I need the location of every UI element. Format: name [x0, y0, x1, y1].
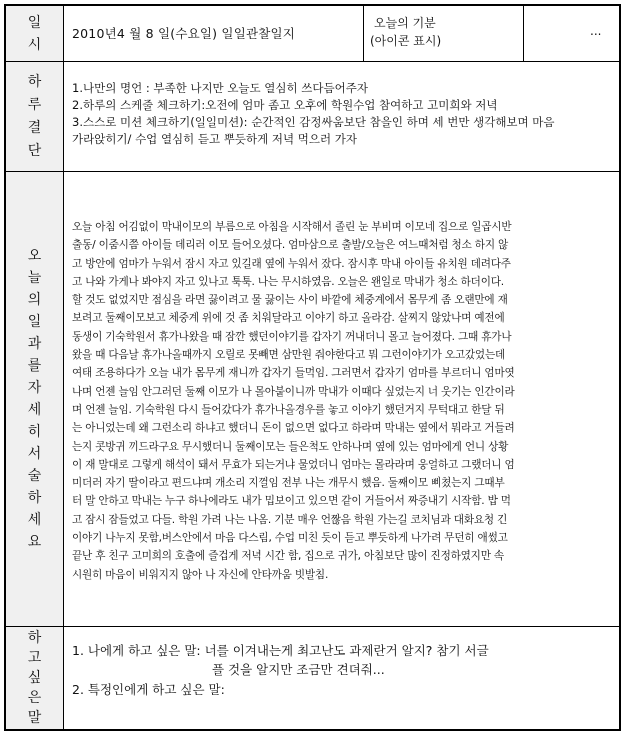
summary-row — [6, 62, 619, 172]
date-cell — [64, 6, 364, 61]
detail-line: 보려고 둘째이모보고 체중계 위에 것 좀 치워달라고 이야기 하고 올라감. 살찌지 않았나며 예전에 — [72, 312, 505, 325]
detail-line: 여태 조용하다가 오늘 내가 몸무게 재니까 갑자기 들먹임. 그러면서 갑자기 엄마를 부르더니 엄마엿 — [72, 367, 515, 380]
mood-label-line1: 오늘의 기분 — [374, 16, 436, 30]
detail-line: 동생이 기숙학원서 휴가나왔을 때 잠깐 했던이야기를 갑자기 꺼내더니 몰고 늘어졌다. 그때 휴가나 — [72, 330, 512, 343]
summary-label-cell — [6, 62, 64, 171]
detail-line: 는지 콧방귀 끼드라구요 무시했더니 둘째이모는 들은척도 안하나며 옆에 있는 엄마에게 언니 상황 — [72, 440, 509, 453]
summary-content — [64, 62, 619, 171]
mood-value-cell — [524, 6, 619, 61]
detail-line: 할 것도 없었지만 점심을 라면 끓이려고 물 끓이는 사이 바깥에 체중계에서 몸무게 좀 오랜만에 재 — [72, 294, 508, 307]
detail-line: 출동/ 이줌시쯤 아이들 데리러 이모 들어오셨다. 엄마삼으로 출발/오늘은 여느때처럼 청소 하지 않 — [72, 239, 509, 252]
detail-line: 오늘 아침 어김없이 막내이모의 부름으로 아침을 시작해서 졸린 눈 부비며 이모네 집으로 일곱시반 — [72, 221, 512, 233]
details-label: 오 늘 의 일 과 를 자 세 히 서 술 하 세 요 — [27, 248, 42, 550]
detail-line: 터 말 안하고 막내는 누구 하나에라도 내가 밉보이고 있으면 같이 거들어서 짜증내기 시작함. 밥 먹 — [72, 495, 511, 508]
details-row — [6, 172, 619, 627]
summary-line: 가라앉히기/ 수업 열심히 듣고 뿌듯하게 저녁 먹으러 가자 — [72, 132, 357, 146]
observation-journal-form — [4, 4, 621, 731]
header-row — [6, 6, 619, 62]
details-label-cell — [6, 172, 64, 626]
wish-line-2: 2. 특정인에게 하고 싶은 말: — [72, 682, 225, 697]
detail-line: 고 방안에 엄마가 누워서 잠시 자고 있길래 옆에 누워서 잤다. 잠시후 막내 아이들 유치원 데려다주 — [72, 257, 511, 270]
detail-line: 며 언젠 늘임. 기숙학원 다시 들어갔다가 휴가나올경우를 놓고 이야기 했던거지 무턱대고 한달 뒤 — [72, 403, 505, 416]
mood-value: ... — [590, 24, 602, 38]
wish-line-1: 1. 나에게 하고 싶은 말: 너를 이겨내는게 최고난도 과제란거 알지? 참기 서글 — [72, 643, 489, 658]
details-content — [64, 172, 619, 626]
detail-line: 끝난 후 친구 고미희의 호출에 즐겁게 저녁 시간 함, 집으로 귀가, 아침보단 많이 진정하였지만 속 — [72, 550, 504, 563]
header-label-cell — [6, 6, 64, 61]
detail-line: 미더러 자기 딸이라고 편드냐며 개소리 지껄임 전부 나는 개무시 했음. 둘째이모 삐쳤는지 그때부 — [72, 477, 505, 490]
mood-label-cell — [364, 6, 524, 61]
header-label: 일 시 — [27, 14, 42, 53]
wish-line-1-cont: 플 것을 알지만 조금만 견뎌줘... — [212, 662, 385, 677]
date-text: 2010년4 월 8 일(수요일) 일일관찰일지 — [72, 26, 296, 41]
detail-line: 는 아니었는데 왜 그런소리 하냐고 했더니 돈이 없으면 없다고 하라며 막내는 옆에서 뭐라고 거들려 — [72, 422, 515, 435]
detail-line: 고 나와 가게나 봐야지 자고 있나고 툭툭. 나는 무시하였음. 오늘은 왠일로 막내가 청소 하더이다. — [72, 275, 504, 288]
summary-line: 3.스스로 미션 체크하기(일일미션): 순간적인 감정싸움보단 참을인 하며 세 번만 생각해보며 마음 — [72, 115, 555, 129]
detail-line: 이야기 나누지 못함,버스안에서 마음 다스림, 수업 미친 듯이 듣고 뿌듯하게 나가려 무던히 애썼고 — [72, 532, 508, 545]
detail-line: 왔을 때 다음날 휴가나올때까지 오릴로 못빼면 삼만원 줘야한다고 뭐 그런이야기가 오고갔었는데 — [72, 349, 506, 362]
summary-line: 1.나만의 명언 : 부족한 나지만 오늘도 열심히 쓰다듬어주자 — [72, 81, 368, 95]
summary-line: 2.하루의 스케줄 체크하기:오전에 엄마 좀고 오후에 학원수업 참여하고 고미희와 저녁 — [72, 98, 498, 112]
wishes-content — [64, 627, 619, 729]
detail-line: 고 잠시 잠들었고 다들. 학원 가려 나는 나옴. 기분 매우 언짢음 학원 가는길 코치님과 대화요청 긴 — [72, 513, 508, 526]
mood-label-line2: (아이콘 표시) — [370, 34, 442, 48]
summary-label: 하 루 결 단 — [27, 74, 42, 159]
detail-line: 나며 언젠 늘임 안그러던 둘째 이모가 나 몰아붙이니까 막내가 이때다 싶었는지 너 웃기는 인간이라 — [72, 385, 515, 398]
detail-line: 이 재 말대로 그렇게 해석이 돼서 무효가 되는거냐 물었더니 엄마는 몰라라며 웅얼하고 그랬더니 엄 — [72, 458, 515, 471]
wishes-label-cell — [6, 627, 64, 729]
wishes-label: 하 고 싶 은 말 — [27, 630, 42, 726]
wishes-row — [6, 627, 619, 729]
detail-line: 시원히 마음이 비워지지 않아 나 자신에 안타까움 빗발침. — [72, 568, 329, 581]
